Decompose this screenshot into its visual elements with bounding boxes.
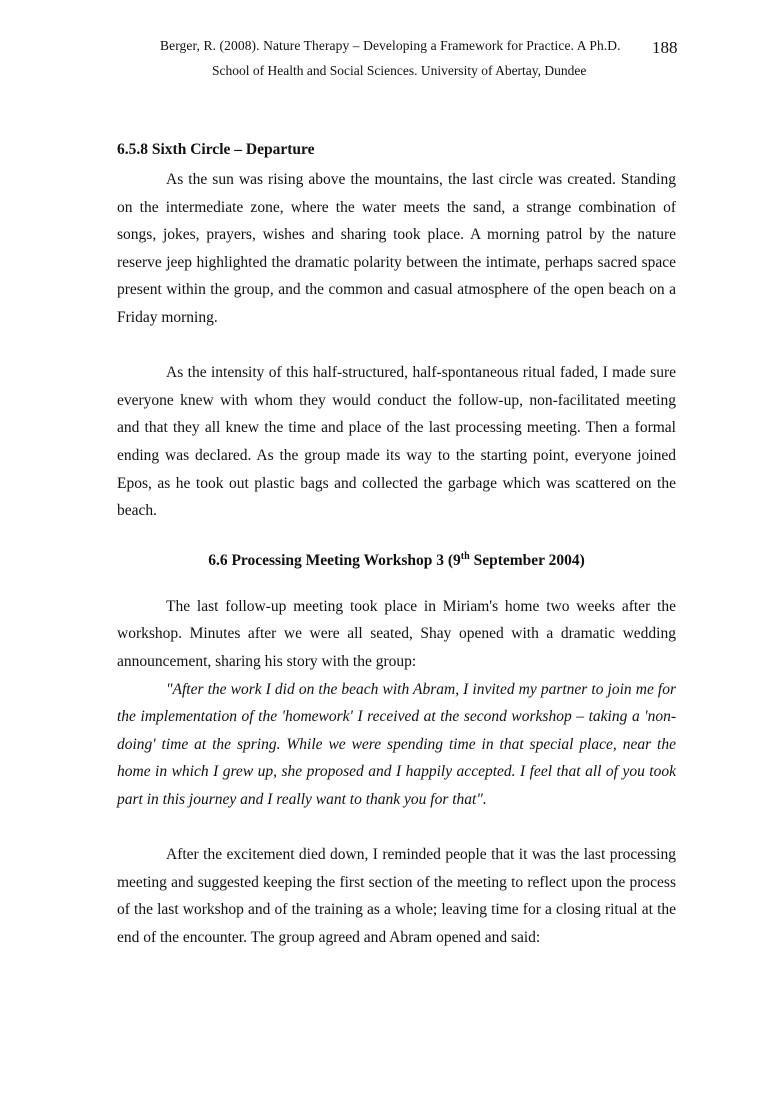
running-header-citation: Berger, R. (2008). Nature Therapy – Developing a Framework for Practice. A Ph.D. <box>160 38 621 53</box>
block-quote: "After the work I did on the beach with Abram, I invited my partner to join me for the implementation of the 'homework' I received at the second workshop – taking a 'non-doing' time at the spring. While we were spending time in that special place, near the home in which I grew up, she proposed and I happily accepted. I feel that all of you took part in this journey and I really want to thank you for that". <box>117 680 676 808</box>
paragraph: The last follow-up meeting took place in Miriam's home two weeks after the workshop. Minutes after we were all seated, Shay opened with a dramatic wedding announcement, sharing his story with the group: <box>117 597 676 670</box>
page-body <box>117 141 676 951</box>
page-number: 188 <box>652 38 678 57</box>
paragraph: After the excitement died down, I reminded people that it was the last processing meeting and suggested keeping the first section of the meeting to reflect upon the process of the last workshop and of the training as a whole; leaving time for a closing ritual at the end of the encounter. The group agreed and Abram opened and said: <box>117 846 676 946</box>
section-heading-6-5-8: 6.5.8 Sixth Circle – Departure <box>117 141 315 158</box>
section-heading-6-6 <box>117 549 676 573</box>
heading-superscript: th <box>460 550 470 562</box>
running-header-institution: School of Health and Social Sciences. University of Abertay, Dundee <box>212 63 587 78</box>
heading-text: 6.6 Processing Meeting Workshop 3 (9 <box>208 551 461 569</box>
heading-text: September 2004) <box>469 551 585 569</box>
paragraph: As the sun was rising above the mountains, the last circle was created. Standing on the intermediate zone, where the water meets the sand, a strange combination of songs, jokes, prayers, wishes and sharing took place. A morning patrol by the nature reserve jeep highlighted the dramatic polarity between the intimate, perhaps sacred space present within the group, and the common and casual atmosphere of the open beach on a Friday morning. <box>117 171 676 326</box>
paragraph: As the intensity of this half-structured, half-spontaneous ritual faded, I made sure everyone knew with whom they would conduct the follow-up, non-facilitated meeting and that they all knew the time and place of the last processing meeting. Then a formal ending was declared. As the group made its way to the starting point, everyone joined Epos, as he took out plastic bags and collected the garbage which was scattered on the beach. <box>117 364 676 520</box>
